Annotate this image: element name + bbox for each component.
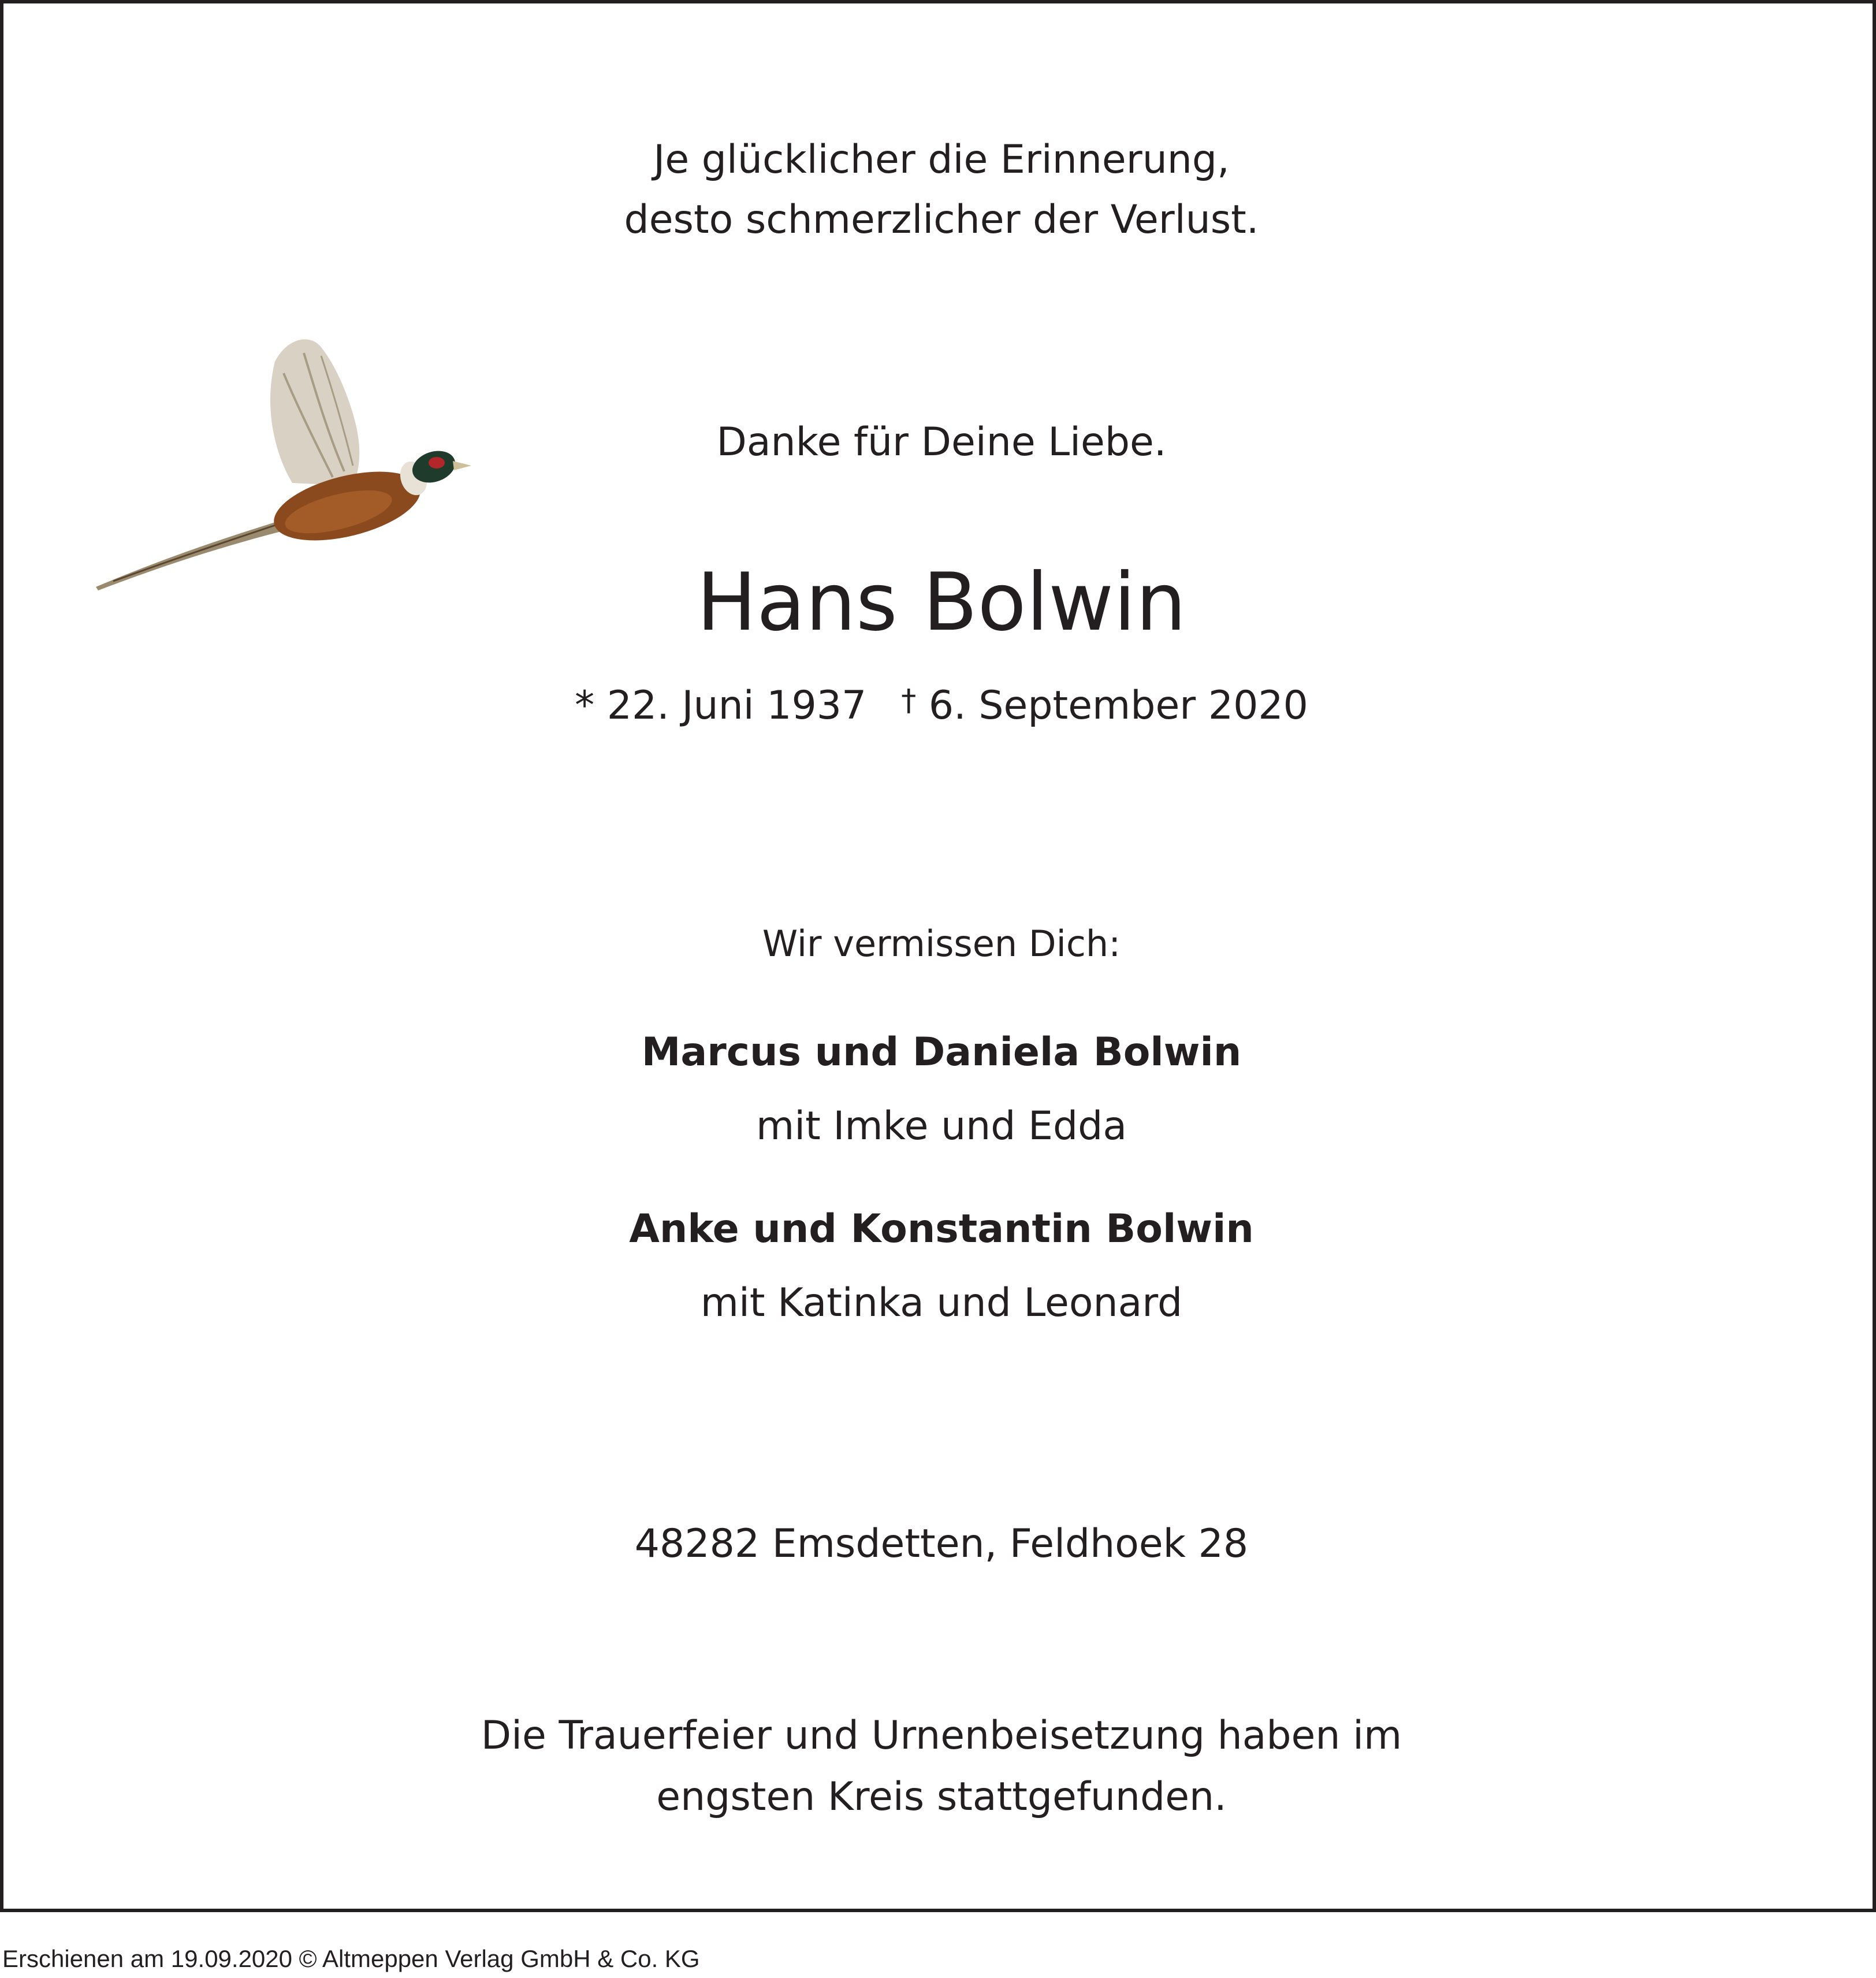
thanks-text: Danke für Deine Liebe.: [716, 419, 1167, 465]
family-name-1: Marcus und Daniela Bolwin: [641, 1029, 1242, 1075]
birth-date: 22. Juni 1937: [606, 683, 867, 728]
life-dates: [3, 683, 1876, 728]
publication-footer: Erschienen am 19.09.2020 © Altmeppen Verlag GmbH & Co. KG: [2, 1945, 700, 1972]
ceremony-note-line-1: Die Trauerfeier und Urnenbeisetzung haben im: [481, 1713, 1402, 1758]
family-children-1: mit Imke und Edda: [755, 1103, 1127, 1149]
mourners-intro: Wir vermissen Dich:: [762, 923, 1121, 965]
family-name-2: Anke und Konstantin Bolwin: [629, 1206, 1254, 1252]
quote-line-1: Je glücklicher die Erinnerung,: [653, 137, 1230, 183]
death-symbol: †: [901, 683, 917, 718]
death-date: 6. September 2020: [928, 683, 1308, 728]
deceased-name: Hans Bolwin: [697, 556, 1186, 649]
family-children-2: mit Katinka und Leonard: [700, 1280, 1183, 1326]
birth-symbol: *: [575, 683, 595, 728]
address: 48282 Emsdetten, Feldhoek 28: [634, 1521, 1249, 1567]
quote-line-2: desto schmerzlicher der Verlust.: [624, 197, 1259, 243]
ceremony-note-line-2: engsten Kreis stattgefunden.: [656, 1774, 1227, 1820]
